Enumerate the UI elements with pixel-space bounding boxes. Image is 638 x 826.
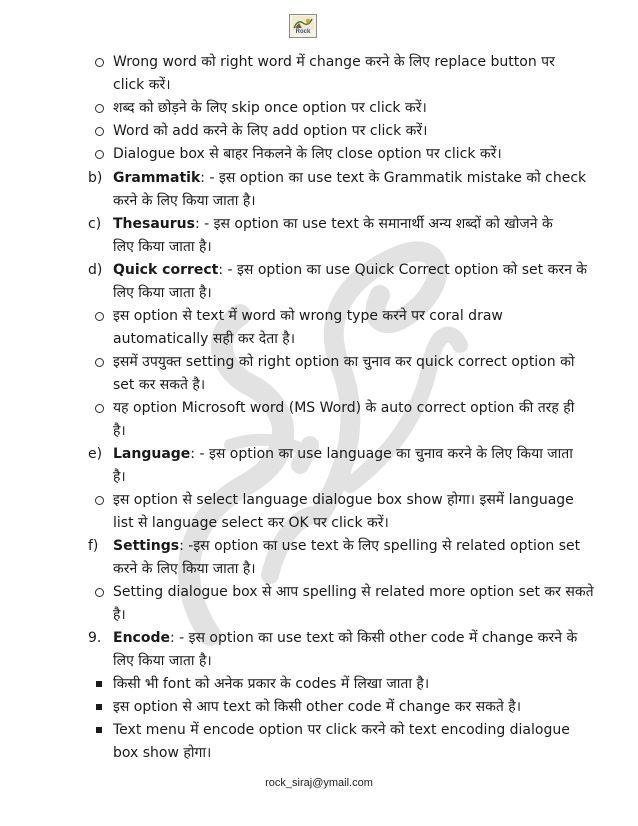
bullet-square-icon bbox=[96, 681, 102, 687]
bullet-square-icon bbox=[96, 704, 102, 710]
footer-email: rock_siraj@ymail.com bbox=[265, 777, 373, 789]
section-label: f) bbox=[88, 538, 99, 554]
list-item-line: करने के लिए किया जाता है। bbox=[113, 561, 256, 577]
section-label: e) bbox=[88, 446, 103, 462]
list-item-line: इस option से select language dialogue box show होगा। इसमें language bbox=[113, 492, 574, 508]
section-label: 9. bbox=[88, 630, 102, 646]
list-item-line: Setting dialogue box से आप spelling से related more option set कर सकते bbox=[113, 584, 594, 600]
list-item-line: list से language select कर OK पर click करें। bbox=[113, 515, 389, 531]
bullet-circle-icon bbox=[95, 404, 104, 413]
section-heading-line: Settings: -इस option का use text के लिए spelling से related option set bbox=[113, 538, 581, 554]
section-title-encode: Encode bbox=[113, 630, 170, 646]
section-label: b) bbox=[88, 170, 103, 186]
logo-text: Rock bbox=[295, 29, 311, 35]
bullet-circle-icon bbox=[95, 104, 104, 113]
bullet-circle-icon bbox=[95, 127, 104, 136]
bullet-circle-icon bbox=[95, 150, 104, 159]
section-heading-line: Thesaurus: - इस option का use text के समानार्थी अन्य शब्दों को खोजने के bbox=[113, 216, 553, 232]
list-item-line: करने के लिए किया जाता है। bbox=[113, 193, 256, 209]
list-item-line: इस option से आप text को किसी other code में change कर सकते है। bbox=[113, 699, 522, 715]
list-item-line: यह option Microsoft word (MS Word) के auto correct option की तरह ही bbox=[113, 400, 575, 416]
list-item-line: box show होगा। bbox=[113, 745, 212, 761]
bullet-circle-icon bbox=[95, 312, 104, 321]
list-item-line: set कर सकते है। bbox=[113, 377, 206, 393]
list-item-line: शब्द को छोड़ने के लिए skip once option पर click करें। bbox=[113, 100, 427, 116]
section-heading-line: Language: - इस option का use language का चुनाव करने के लिए किया जाता bbox=[113, 446, 573, 462]
list-item-line: Wrong word को right word में change करने के लिए replace button पर bbox=[113, 54, 555, 70]
list-item-line: लिए किया जाता है। bbox=[113, 239, 212, 255]
section-label: d) bbox=[88, 262, 103, 278]
bullet-square-icon bbox=[96, 727, 102, 733]
section-title-settings: Settings bbox=[113, 538, 180, 554]
bullet-circle-icon bbox=[95, 58, 104, 67]
list-item-line: click करें। bbox=[113, 77, 171, 93]
bullet-circle-icon bbox=[95, 358, 104, 367]
section-heading-line: Encode: - इस option का use text को किसी other code में change करने के bbox=[113, 630, 578, 646]
section-heading-line: Quick correct: - इस option का use Quick Correct option को set करन के bbox=[113, 262, 588, 278]
logo-image-icon bbox=[292, 16, 314, 30]
list-item-line: Dialogue box से बाहर निकलने के लिए close option पर click करें। bbox=[113, 146, 502, 162]
rock-logo bbox=[289, 14, 317, 38]
bullet-circle-icon bbox=[95, 496, 104, 505]
section-heading-line: Grammatik: - इस option का use text के Grammatik mistake को check bbox=[113, 170, 587, 186]
list-item-line: Text menu में encode option पर click करने को text encoding dialogue bbox=[113, 722, 570, 738]
section-title-quick-correct: Quick correct bbox=[113, 262, 219, 278]
list-item-line: लिए किया जाता है। bbox=[113, 285, 212, 301]
list-item-line: किसी भी font को अनेक प्रकार के codes में लिखा जाता है। bbox=[113, 676, 430, 692]
list-item-line: Word को add करने के लिए add option पर click करें। bbox=[113, 123, 428, 139]
section-title-thesaurus: Thesaurus bbox=[113, 216, 195, 232]
list-item-line: automatically सही कर देता है। bbox=[113, 331, 296, 347]
bullet-circle-icon bbox=[95, 588, 104, 597]
list-item-line: है। bbox=[113, 607, 126, 623]
section-title-grammatik: Grammatik bbox=[113, 170, 201, 186]
list-item-line: है। bbox=[113, 423, 126, 439]
list-item-line: इस option से text में word को wrong type करने पर coral draw bbox=[113, 308, 503, 324]
list-item-line: इसमें उपयुक्त setting को right option का चुनाव कर quick correct option को bbox=[113, 354, 575, 370]
section-title-language: Language bbox=[113, 446, 191, 462]
list-item-line: है। bbox=[113, 469, 126, 485]
section-label: c) bbox=[88, 216, 102, 232]
list-item-line: लिए किया जाता है। bbox=[113, 653, 212, 669]
